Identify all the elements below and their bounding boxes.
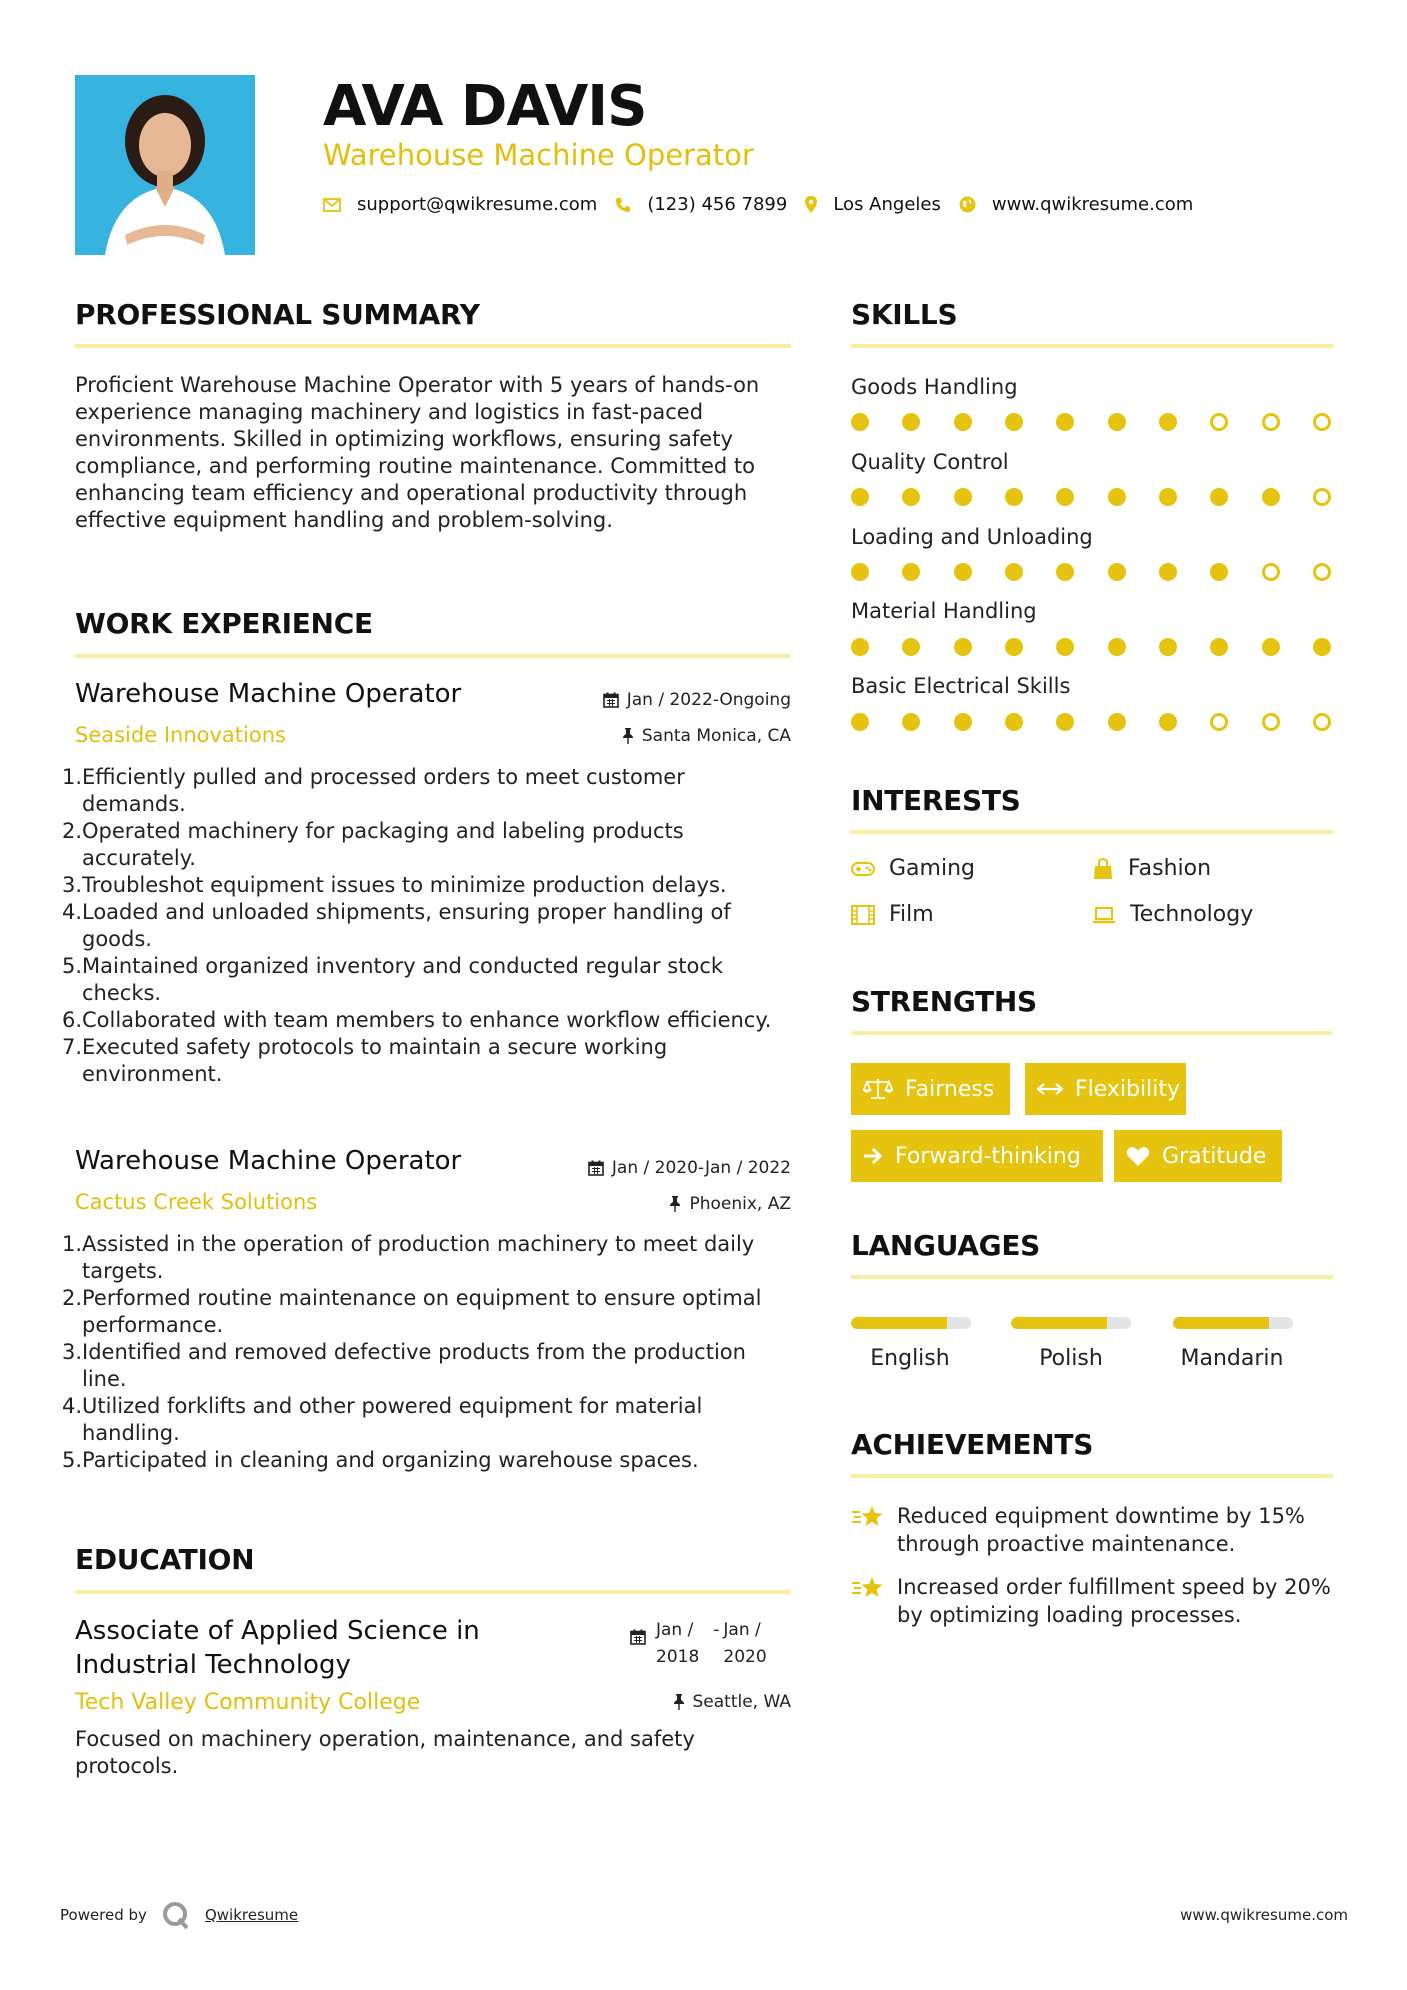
skill-name: Goods Handling xyxy=(851,375,1018,399)
shooting-star-icon xyxy=(851,1573,897,1629)
job-date xyxy=(603,690,791,710)
skill-dot xyxy=(1210,713,1228,731)
strength-badge-fairness: Fairness xyxy=(851,1063,1010,1115)
skill-dot xyxy=(1005,413,1023,431)
list-item: 1. Assisted in the operation of production machinery to meet daily targets. xyxy=(62,1232,755,1283)
skill-name: Quality Control xyxy=(851,450,1009,474)
language-name: Polish xyxy=(1039,1346,1103,1371)
footer-powered-by: Powered by Qwikresume xyxy=(60,1900,298,1930)
contact-phone[interactable] xyxy=(615,194,787,215)
arrows-horizontal-icon xyxy=(1037,1082,1063,1096)
education-rule xyxy=(75,1590,791,1594)
strengths-rule xyxy=(851,1031,1333,1035)
balance-scale-icon xyxy=(863,1078,893,1100)
list-item: 4. Utilized forklifts and other powered equipment for material handling. xyxy=(62,1394,703,1445)
language-level-fill xyxy=(1011,1317,1107,1329)
shopping-bag-icon xyxy=(1092,858,1114,880)
list-item: 4. Loaded and unloaded shipments, ensuring proper handling of goods. xyxy=(62,900,731,951)
skill-dot xyxy=(851,563,869,581)
skill-dot xyxy=(1005,713,1023,731)
shooting-star-icon xyxy=(851,1502,897,1558)
education-date xyxy=(630,1617,767,1671)
strength-badge-forward-thinking: Forward-thinking xyxy=(851,1130,1103,1182)
degree-title: Associate of Applied Science in Industrial Technology xyxy=(75,1616,480,1680)
phone-icon xyxy=(615,197,631,213)
education-heading: EDUCATION xyxy=(75,1543,255,1576)
skill-dot xyxy=(1056,563,1074,581)
skills-rule xyxy=(851,344,1333,348)
achievements-rule xyxy=(851,1474,1333,1478)
map-pin-icon xyxy=(805,196,817,213)
phone-text: (123) 456 7899 xyxy=(647,194,788,215)
skill-dot xyxy=(1262,563,1280,581)
contact-email[interactable] xyxy=(323,194,597,215)
interest-item-technology: Technology xyxy=(1092,902,1253,927)
skill-rating xyxy=(851,563,1333,583)
film-icon xyxy=(851,905,875,925)
school-location: Seattle, WA xyxy=(673,1692,792,1712)
skill-dot xyxy=(1262,638,1280,656)
list-item: 1. Efficiently pulled and processed orders to meet customer demands. xyxy=(62,765,685,816)
skill-dot xyxy=(1005,638,1023,656)
candidate-role: Warehouse Machine Operator xyxy=(323,138,754,172)
skill-dot xyxy=(1210,638,1228,656)
job-location-text: Phoenix, AZ xyxy=(689,1194,791,1214)
skill-dot xyxy=(1159,413,1177,431)
skill-dot xyxy=(851,488,869,506)
summary-text: Proficient Warehouse Machine Operator with 5 years of hands-on experience managing machinery and logistics in fast-paced environments. Skilled in optimizing workflows, ensuring safety compliance, and performing routine maintenance. Committed to enhancing team efficiency and operational productivity through effective equipment handling and problem-solving. xyxy=(75,373,760,532)
job-date xyxy=(588,1158,791,1178)
skills-heading: SKILLS xyxy=(851,298,958,331)
skill-rating xyxy=(851,713,1333,733)
skill-dot xyxy=(1108,638,1126,656)
qwikresume-logo-icon xyxy=(161,1900,191,1930)
language-name: Mandarin xyxy=(1180,1346,1284,1371)
skill-name: Loading and Unloading xyxy=(851,525,1093,549)
skill-name: Material Handling xyxy=(851,599,1037,623)
skill-dot xyxy=(1108,563,1126,581)
skill-dot xyxy=(851,713,869,731)
skill-rating xyxy=(851,413,1333,433)
contact-website[interactable] xyxy=(959,194,1193,215)
skill-dot xyxy=(1108,488,1126,506)
experience-rule xyxy=(75,654,791,658)
interest-item-film: Film xyxy=(851,902,934,927)
job-title: Warehouse Machine Operator xyxy=(75,1146,462,1176)
strengths-heading: STRENGTHS xyxy=(851,985,1037,1018)
skill-dot xyxy=(1262,713,1280,731)
skill-dot xyxy=(851,638,869,656)
experience-heading: WORK EXPERIENCE xyxy=(75,607,373,640)
skill-dot xyxy=(1108,713,1126,731)
summary-rule xyxy=(75,344,791,348)
contact-location xyxy=(805,194,941,215)
skill-dot xyxy=(1005,488,1023,506)
envelope-icon xyxy=(323,198,341,212)
skill-dot xyxy=(954,413,972,431)
language-name: English xyxy=(870,1346,950,1371)
laptop-icon xyxy=(1092,906,1116,924)
list-item: 6. Collaborated with team members to enhance workflow efficiency. xyxy=(62,1008,772,1032)
education-description: Focused on machinery operation, maintenance, and safety protocols. xyxy=(75,1727,695,1778)
job-company: Seaside Innovations xyxy=(75,723,286,747)
interests-heading: INTERESTS xyxy=(851,784,1021,817)
skill-dot xyxy=(1313,713,1331,731)
language-level-bar xyxy=(851,1317,971,1329)
list-item: 3. Troubleshot equipment issues to minimize production delays. xyxy=(62,873,727,897)
calendar-icon xyxy=(588,1160,604,1176)
skill-dot xyxy=(1262,413,1280,431)
job-location xyxy=(669,1194,791,1214)
education-end: Jan / 2020 xyxy=(723,1620,767,1667)
skill-name: Basic Electrical Skills xyxy=(851,674,1071,698)
language-level-fill xyxy=(1173,1317,1269,1329)
list-item: 2. Operated machinery for packaging and labeling products accurately. xyxy=(62,819,684,870)
pushpin-icon xyxy=(622,728,634,744)
languages-heading: LANGUAGES xyxy=(851,1229,1041,1262)
skill-dot xyxy=(1005,563,1023,581)
list-item: 7. Executed safety protocols to maintain a secure working environment. xyxy=(62,1035,668,1086)
skill-dot xyxy=(1313,413,1331,431)
heart-icon xyxy=(1126,1146,1150,1167)
pushpin-icon xyxy=(669,1196,681,1212)
qwikresume-link[interactable]: Qwikresume xyxy=(204,1906,299,1924)
interest-item-gaming: Gaming xyxy=(851,856,975,881)
skill-dot xyxy=(1056,713,1074,731)
languages-rule xyxy=(851,1275,1333,1279)
skill-rating xyxy=(851,638,1333,658)
list-item: 5. Participated in cleaning and organizing warehouse spaces. xyxy=(62,1448,699,1472)
skill-dot xyxy=(1056,488,1074,506)
list-item: 5. Maintained organized inventory and conducted regular stock checks. xyxy=(62,954,724,1005)
skill-dot xyxy=(954,713,972,731)
skill-dot xyxy=(1159,488,1177,506)
skill-dot xyxy=(1056,413,1074,431)
achievements-heading: ACHIEVEMENTS xyxy=(851,1428,1094,1461)
achievement-item: Increased order fulfillment speed by 20% by optimizing loading processes. xyxy=(851,1573,1341,1629)
language-level-bar xyxy=(1011,1317,1131,1329)
skill-rating xyxy=(851,488,1333,508)
job-date-text: Jan / 2020-Jan / 2022 xyxy=(611,1158,791,1178)
skill-dot xyxy=(1159,713,1177,731)
calendar-icon xyxy=(630,1617,646,1671)
skill-dot xyxy=(1159,638,1177,656)
job-company: Cactus Creek Solutions xyxy=(75,1190,318,1214)
profile-photo xyxy=(75,75,255,255)
skill-dot xyxy=(1056,638,1074,656)
language-level-fill xyxy=(851,1317,947,1329)
skill-dot xyxy=(1210,488,1228,506)
skill-dot xyxy=(902,713,920,731)
job-date-text: Jan / 2022-Ongoing xyxy=(626,690,791,710)
language-level-bar xyxy=(1173,1317,1293,1329)
strength-badge-gratitude: Gratitude xyxy=(1114,1130,1282,1182)
skill-dot xyxy=(1313,488,1331,506)
interest-item-fashion: Fashion xyxy=(1092,856,1211,881)
job-title: Warehouse Machine Operator xyxy=(75,679,462,709)
strength-badge-flexibility: Flexibility xyxy=(1025,1063,1186,1115)
skill-dot xyxy=(902,488,920,506)
skill-dot xyxy=(902,563,920,581)
website-text: www.qwikresume.com xyxy=(991,194,1194,215)
calendar-icon xyxy=(603,692,619,708)
location-text: Los Angeles xyxy=(833,194,941,215)
arrow-right-icon xyxy=(863,1147,883,1165)
skill-dot xyxy=(954,563,972,581)
skill-dot xyxy=(1108,413,1126,431)
skill-dot xyxy=(1313,638,1331,656)
skill-dot xyxy=(1159,563,1177,581)
interests-rule xyxy=(851,830,1333,834)
skill-dot xyxy=(954,638,972,656)
list-item: 2. Performed routine maintenance on equipment to ensure optimal performance. xyxy=(62,1286,762,1337)
gamepad-icon xyxy=(851,862,875,876)
footer-website[interactable]: www.qwikresume.com xyxy=(1180,1906,1348,1924)
candidate-name: AVA DAVIS xyxy=(323,74,647,139)
job-duties-list xyxy=(62,1231,792,1474)
pushpin-icon xyxy=(673,1694,685,1710)
date-separator: - xyxy=(713,1620,720,1640)
achievement-item: Reduced equipment downtime by 15% through proactive maintenance. xyxy=(851,1502,1341,1558)
job-duties-list xyxy=(62,764,792,1088)
skill-dot xyxy=(1313,563,1331,581)
email-text: support@qwikresume.com xyxy=(357,194,598,215)
contact-bar xyxy=(323,194,1211,215)
education-start: Jan / 2018 xyxy=(656,1620,700,1667)
skill-dot xyxy=(902,638,920,656)
list-item: 3. Identified and removed defective products from the production line. xyxy=(62,1340,746,1391)
school-name: Tech Valley Community College xyxy=(75,1690,421,1715)
skill-dot xyxy=(954,488,972,506)
globe-icon xyxy=(959,196,976,213)
skill-dot xyxy=(1210,563,1228,581)
job-location xyxy=(622,726,791,746)
skill-dot xyxy=(1210,413,1228,431)
summary-heading: PROFESSIONAL SUMMARY xyxy=(75,298,480,331)
skill-dot xyxy=(1262,488,1280,506)
skill-dot xyxy=(902,413,920,431)
skill-dot xyxy=(851,413,869,431)
job-location-text: Santa Monica, CA xyxy=(641,726,791,746)
